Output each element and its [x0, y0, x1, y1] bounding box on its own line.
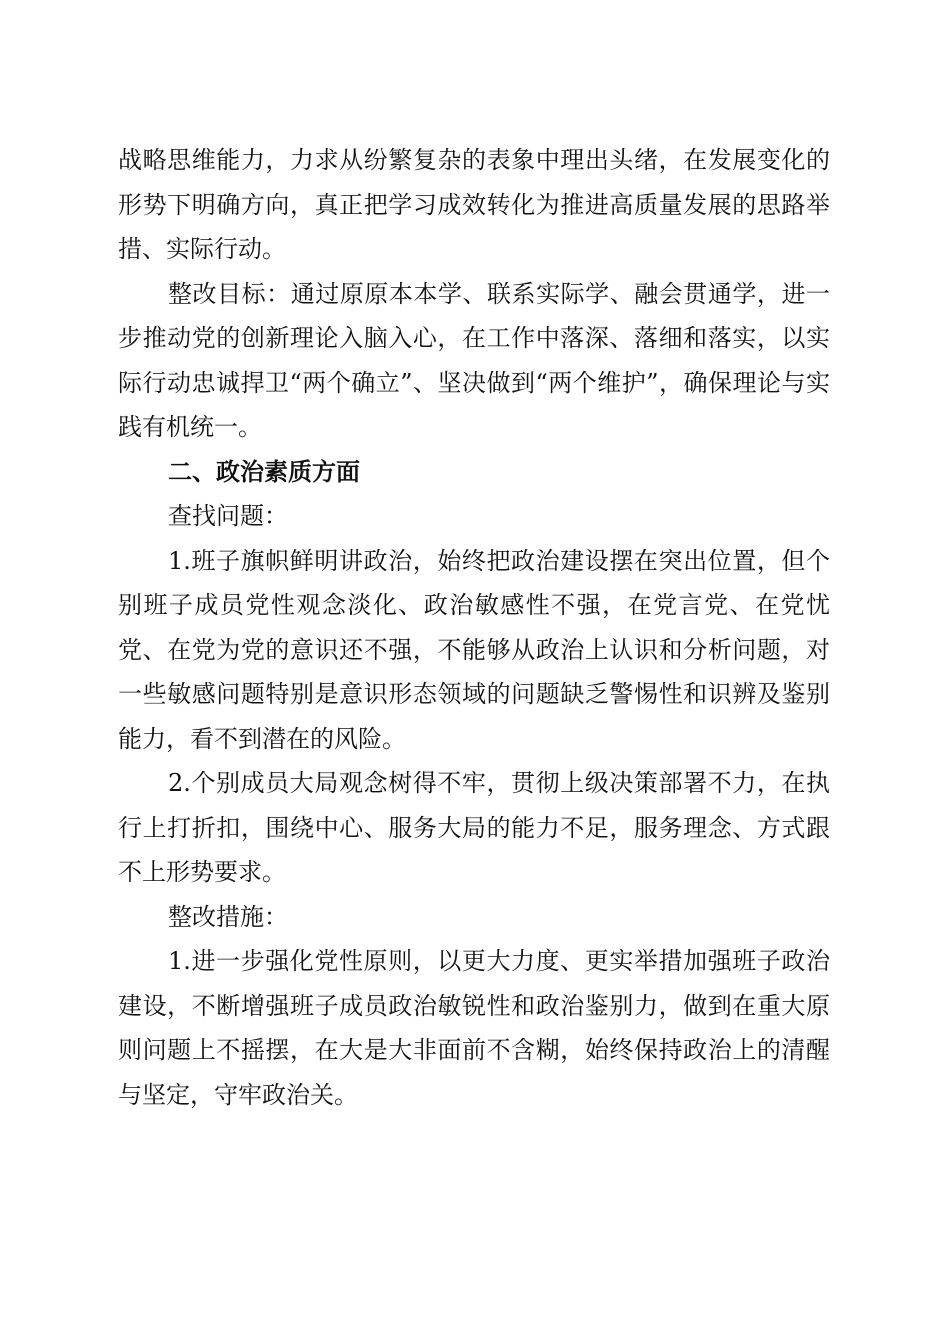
- paragraph-problem-1: 1.班子旗帜鲜明讲政治，始终把政治建设摆在突出位置，但个别班子成员党性观念淡化、政治敏感性不强，在党言党、在党忧党、在党为党的意识还不强，不能够从政治上认识和分析问题，对一些敏感问题特别是意识形态领域的问题缺乏警惕性和识辨及鉴别能力，看不到潜在的风险。: [118, 546, 830, 753]
- paragraph-strategic-thinking: 战略思维能力，力求从纷繁复杂的表象中理出头绪，在发展变化的形势下明确方向，真正把学习成效转化为推进高质量发展的思路举措、实际行动。: [118, 146, 830, 263]
- paragraph-measure-1: 1.进一步强化党性原则，以更大力度、更实举措加强班子政治建设，不断增强班子成员政治敏锐性和政治鉴别力，做到在重大原则问题上不摇摆，在大是大非面前不含糊，始终保持政治上的清醒与坚定，守牢政治关。: [118, 947, 830, 1109]
- section-heading-political-quality: 二、政治素质方面: [168, 457, 360, 486]
- paragraph-problem-2: 2.个别成员大局观念树得不牢，贯彻上级决策部署不力，在执行上打折扣，围绕中心、服务大局的能力不足，服务理念、方式跟不上形势要求。: [118, 769, 830, 886]
- subheading-find-problems: 查找问题：: [168, 502, 288, 530]
- document-page: [118, 138, 830, 1117]
- subheading-rectification-measures: 整改措施：: [168, 902, 288, 931]
- paragraph-rectification-goal: 整改目标：通过原原本本学、联系实际学、融会贯通学，进一步推动党的创新理论入脑入心，在工作中落深、落细和落实，以实际行动忠诚捍卫“两个确立”、坚决做到“两个维护”，确保理论与实践有机统一。: [118, 279, 830, 441]
